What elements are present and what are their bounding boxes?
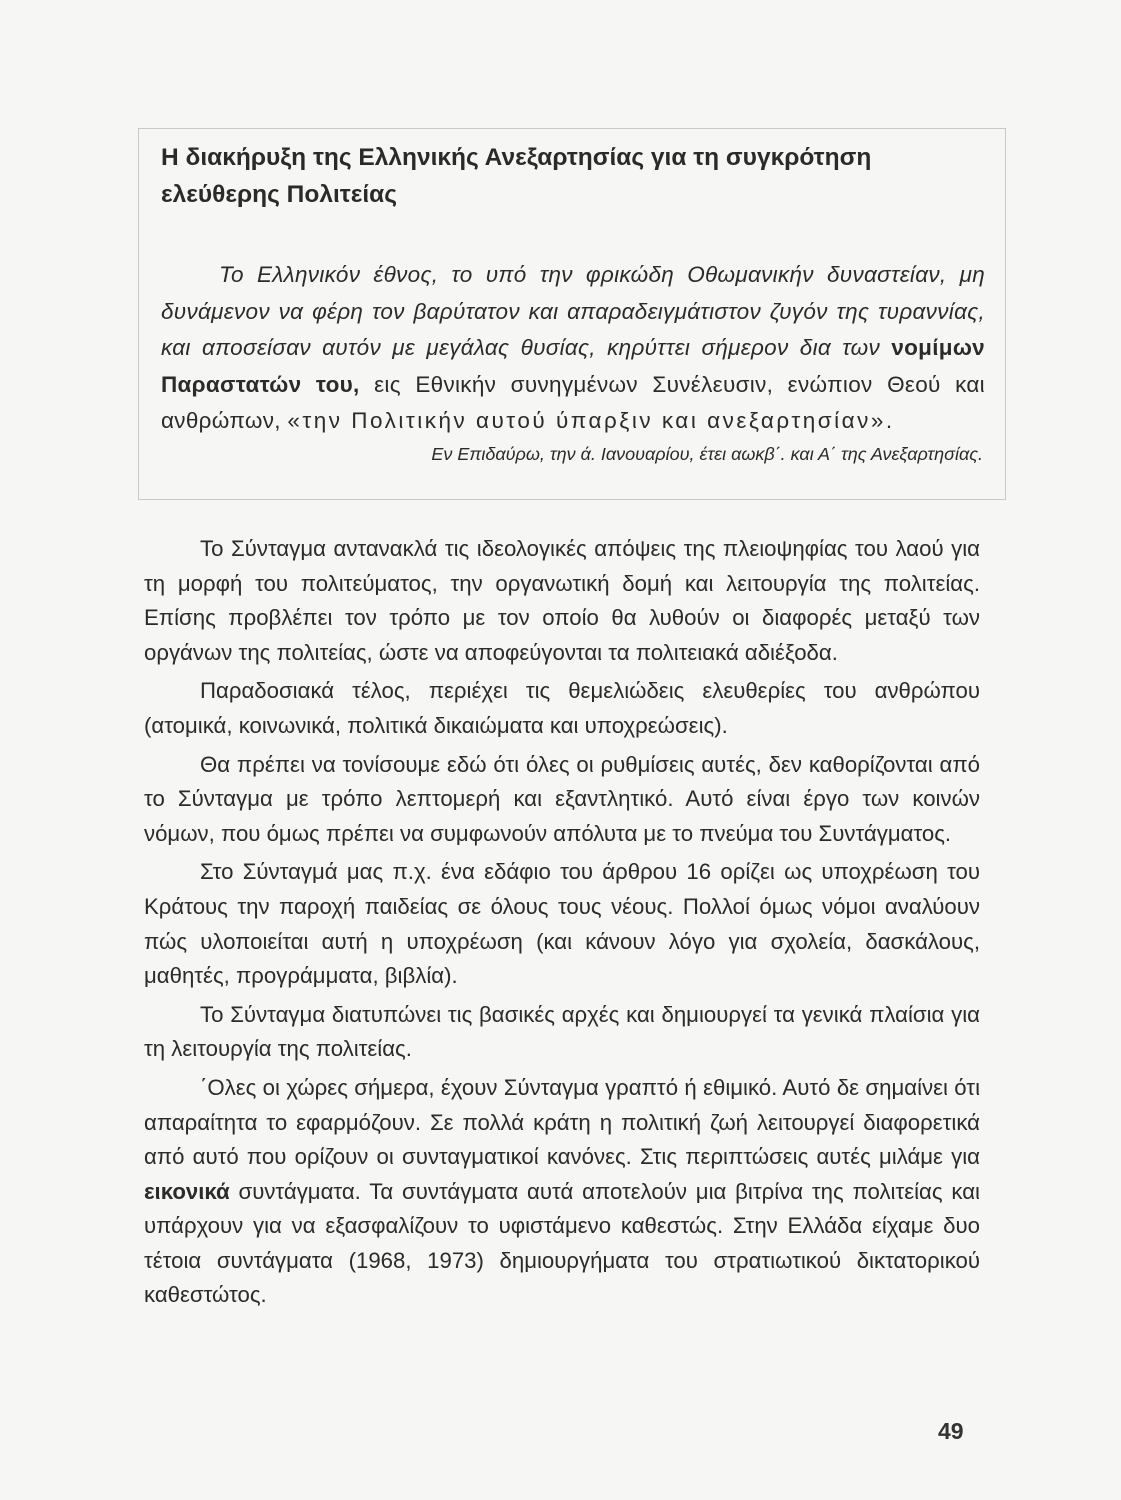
box-title: Η διακήρυξη της Ελληνικής Ανεξαρτησίας για τη συγκρότηση ελεύθερης Πολιτείας (161, 144, 872, 208)
paragraph-2: Παραδοσιακά τέλος, περιέχει τις θεμελιώδεις ελευθερίες του ανθρώπου (ατομικά, κοινωνικά, πολιτικά δικαιώματα και υποχρεώσεις). (144, 678, 980, 738)
paragraph-6 (144, 1071, 980, 1313)
declaration-part-1: Το Ελληνικόν έθνος, το υπό την φρικώδη Οθωμανικήν δυναστείαν, μη δυνάμενον να φέρη τον βαρύτατον και απαραδειγμάτιστον ζυγόν της τυραννίας, και αποσείσαν αυτόν με μεγάλας θυσίας, κηρύττει σήμερον δια των (161, 262, 985, 360)
declaration-part-3: «την Πολιτικήν αυτού ύπαρξιν και ανεξαρτησίαν». (287, 408, 895, 433)
declaration-text (161, 257, 985, 440)
paragraph-6-bold: εικονικά (144, 1178, 230, 1204)
paragraph-4: Στο Σύνταγμά μας π.χ. ένα εδάφιο του άρθρου 16 ορίζει ως υποχρέωση του Κράτους την παροχή παιδείας σε όλους τους νέους. Πολλοί όμως νόμοι αναλύουν πώς υλοποιείται αυτή η υποχρέωση (και κάνουν λόγο για σχολεία, δασκάλους, μαθητές, προγράμματα, βιβλία). (144, 859, 980, 989)
paragraph-1: Το Σύνταγμα αντανακλά τις ιδεολογικές απόψεις της πλειοψηφίας του λαού για τη μορφή του πολιτεύματος, την οργανωτική δομή και λειτουργία της πολιτείας. Επίσης προβλέπει τον τρόπο με τον οποίο θα λυθούν οι διαφορές μεταξύ των οργάνων της πολιτείας, ώστε να αποφεύγονται τα πολιτειακά αδιέξοδα. (144, 536, 980, 665)
paragraph-5: Το Σύνταγμα διατυπώνει τις βασικές αρχές και δημιουργεί τα γενικά πλαίσια για τη λειτουργία της πολιτείας. (144, 1001, 980, 1062)
page-number: 49 (938, 1418, 964, 1444)
paragraph-3: Θα πρέπει να τονίσουμε εδώ ότι όλες οι ρυθμίσεις αυτές, δεν καθορίζονται από το Σύνταγμα με τρόπο λεπτομερή και εξαντλητικό. Αυτό είναι έργο των κοινών νόμων, που όμως πρέπει να συμφωνούν απόλυτα με το πνεύμα του Συντάγματος. (144, 751, 980, 846)
paragraph-6-start: ΄Ολες οι χώρες σήμερα, έχουν Σύνταγμα γραπτό ή εθιμικό. Αυτό δε σημαίνει ότι απαραίτητα το εφαρμόζουν. Σε πολλά κράτη η πολιτική ζωή λειτουργεί διαφορετικά από αυτό που ορίζουν οι συνταγματικοί κανόνες. Στις περιπτώσεις αυτές μιλάμε για (144, 1074, 980, 1170)
declaration-box (138, 128, 1006, 500)
declaration-part-2: εις Εθνικήν συνηγμένων Συνέλευσιν, ενώπιον Θεού και ανθρώπων, (161, 371, 985, 433)
declaration-signature: Εν Επιδαύρω, την ά. Ιανουαρίου, έτει αωκβ΄. και Α΄ της Ανεξαρτησίας. (431, 443, 983, 464)
body-text (144, 532, 980, 1317)
paragraph-6-end: συντάγματα. Τα συντάγματα αυτά αποτελούν μια βιτρίνα της πολιτείας και υπάρχουν για να εξασφαλίζουν το υφιστάμενο καθεστώς. Στην Ελλάδα είχαμε δυο τέτοια συντάγματα (1968, 1973) δημιουργήματα του στρατιωτικού δικτατορικού καθεστώτος. (144, 1178, 980, 1308)
declaration-bold: νομίμων Παραστατών του, (161, 335, 985, 397)
